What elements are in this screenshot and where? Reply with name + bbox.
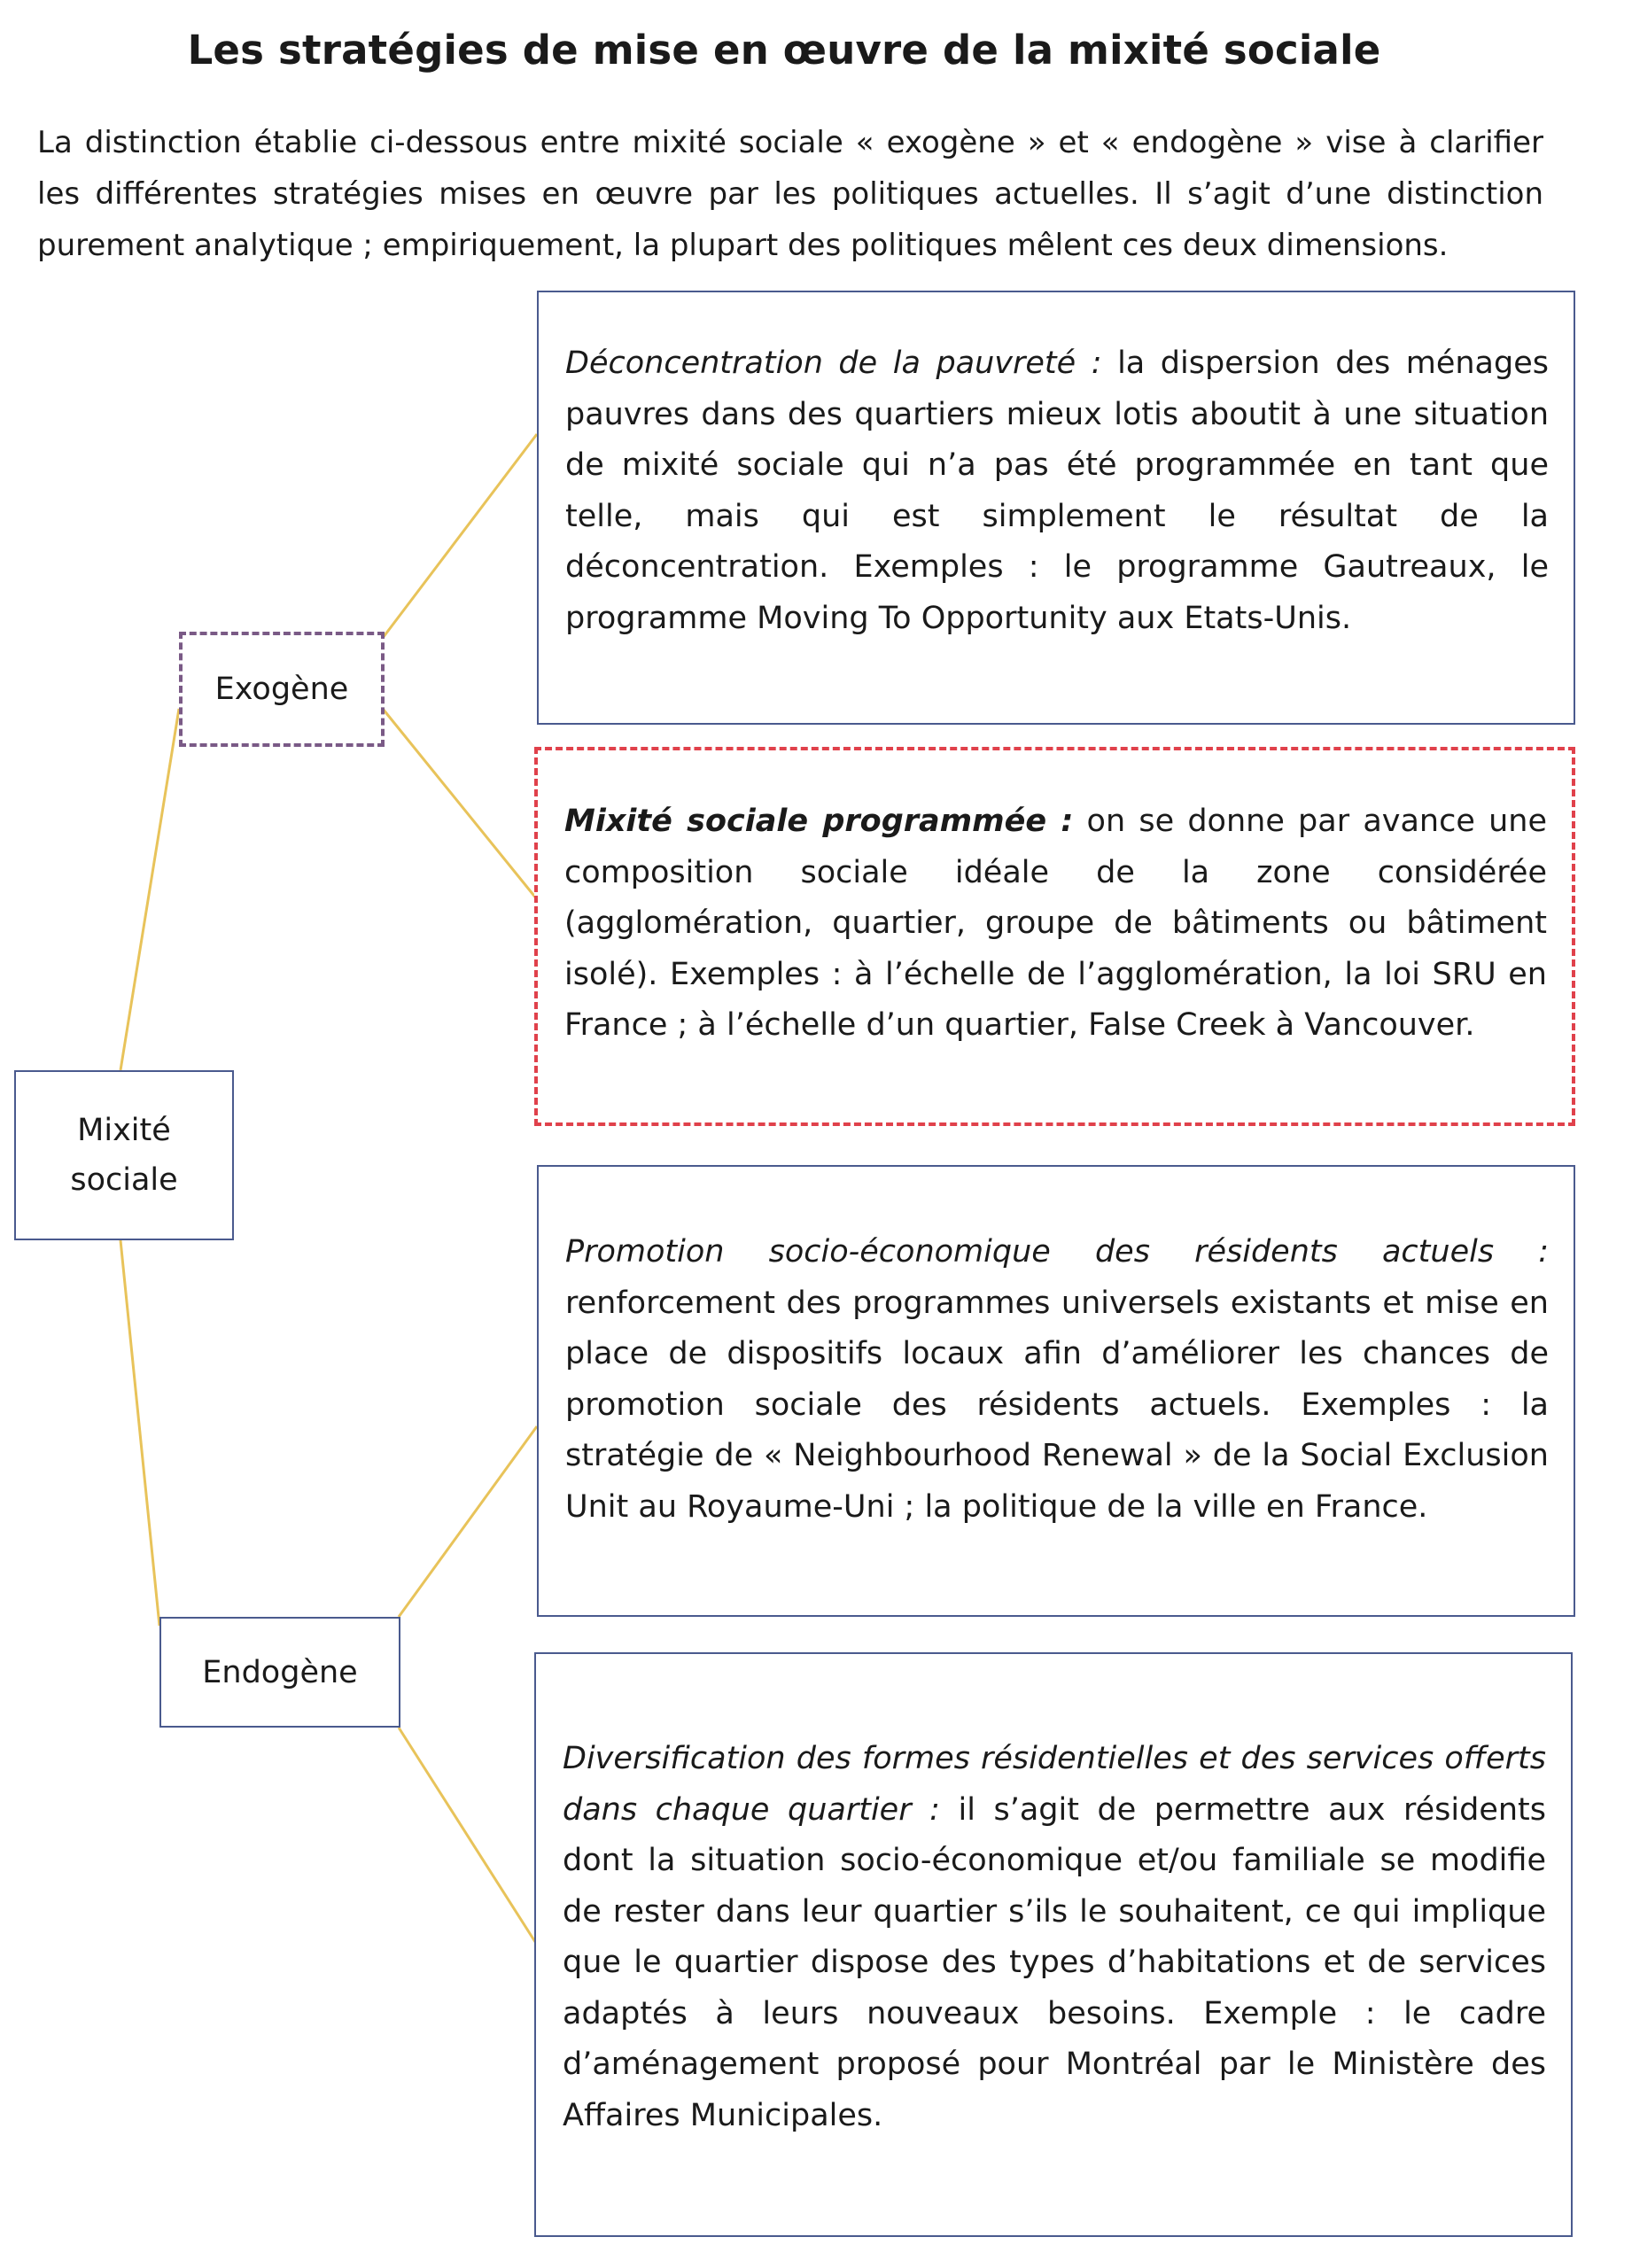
connector-root-endogene: [120, 1240, 159, 1626]
root-label-line1: Mixité: [77, 1113, 171, 1148]
connector-endogene-promotion: [399, 1426, 537, 1617]
leaf-text-promotion: renforcement des programmes universels existants et mise en place de dispositifs locaux afin d’améliorer les chances de promotion sociale des résidents actuels. Exemples : la stratégie de « Neighbourhood Renewal » de la Social Exclusion Unit au Royaume-Uni ; la politique de la ville en France.: [565, 1285, 1549, 1525]
leaf-box-mixite-programmee: [534, 747, 1575, 1126]
leaf-lead-deconcentration: Déconcentration de la pauvreté :: [565, 346, 1102, 381]
branch-label-exogene: Exogène: [214, 672, 349, 707]
page-title: Les stratégies de mise en œuvre de la mixité sociale: [187, 27, 1381, 74]
leaf-text-diversification: il s’agit de permettre aux résidents dont la situation socio-économique et/ou familiale se modifie de rester dans leur quartier s’ils le souhaitent, ce qui implique que le quartier dispose des types d’habitations et de services adaptés à leurs nouveaux besoins. Exemple : le cadre d’aménagement proposé pour Montréal par le Ministère des Affaires Municipales.: [563, 1791, 1546, 2133]
leaf-lead-mixite-programmee: Mixité sociale programmée :: [564, 804, 1074, 839]
connector-root-exogene: [120, 709, 179, 1070]
connector-exogene-programmee: [383, 709, 537, 899]
leaf-box-promotion: [537, 1165, 1575, 1617]
leaf-box-diversification: [534, 1652, 1573, 2237]
connector-endogene-diversification: [399, 1728, 537, 1945]
connector-exogene-deconcentration: [383, 434, 537, 638]
leaf-text-deconcentration: la dispersion des ménages pauvres dans des quartiers mieux lotis aboutit à une situation de mixité sociale qui n’a pas été programmée en tant que telle, mais qui est simplement le résultat de la déconcentration. Exemples : le programme Gautreaux, le programme Moving To Opportunity aux Etats-Unis.: [565, 346, 1549, 636]
intro-paragraph: La distinction établie ci-dessous entre mixité sociale « exogène » et « endogène » vise à clarifier les différentes stratégies mises en œuvre par les politiques actuelles. Il s’agit d’une distinction purement analytique ; empiriquement, la plupart des politiques mêlent ces deux dimensions.: [37, 125, 1543, 263]
branch-node-endogene: [159, 1617, 400, 1728]
root-node-mixite-sociale: [14, 1070, 234, 1240]
leaf-text-mixite-programmee: on se donne par avance une composition sociale idéale de la zone considérée (agglomération, quartier, groupe de bâtiments ou bâtiment isolé). Exemples : à l’échelle de l’agglomération, la loi SRU en France ; à l’échelle d’un quartier, False Creek à Vancouver.: [564, 804, 1547, 1043]
leaf-lead-diversification: Diversification des formes résidentielles et des services offerts dans chaque quartier :: [563, 1741, 1546, 1828]
leaf-lead-promotion: Promotion socio-économique des résidents actuels :: [565, 1234, 1549, 1270]
branch-node-exogene: [179, 632, 385, 747]
root-label-line2: sociale: [70, 1162, 178, 1198]
leaf-box-deconcentration: [537, 291, 1575, 725]
branch-label-endogene: Endogène: [202, 1654, 358, 1690]
